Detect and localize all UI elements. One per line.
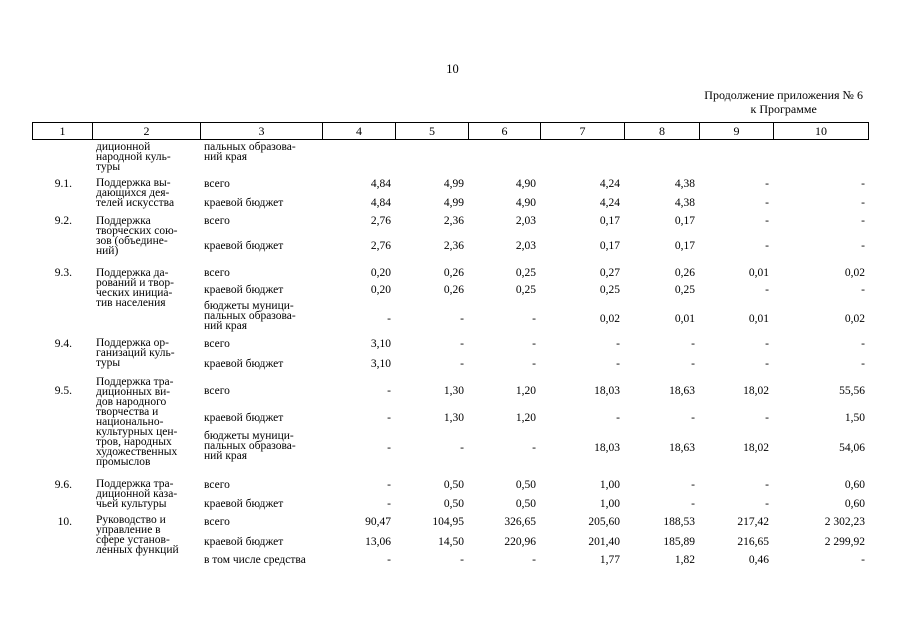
value-col-5: - bbox=[460, 358, 464, 370]
value-col-10: 2 302,23 bbox=[824, 516, 865, 528]
value-col-5: 2,36 bbox=[443, 215, 464, 227]
caption-line-2: к Программе bbox=[750, 102, 817, 116]
value-col-7: 201,40 bbox=[588, 536, 620, 548]
value-col-4: 4,84 bbox=[370, 197, 391, 209]
value-col-5: 0,26 bbox=[443, 284, 464, 296]
funding-source: всего bbox=[204, 267, 230, 279]
value-col-8: 18,63 bbox=[669, 385, 695, 397]
value-col-5: 0,50 bbox=[443, 479, 464, 491]
value-col-6: 220,96 bbox=[504, 536, 536, 548]
column-header-1: 1 bbox=[32, 123, 92, 139]
value-col-5: 0,50 bbox=[443, 498, 464, 510]
value-col-6: - bbox=[532, 554, 536, 566]
funding-source: краевой бюджет bbox=[204, 284, 284, 296]
value-col-5: 104,95 bbox=[432, 516, 464, 528]
value-col-8: - bbox=[691, 358, 695, 370]
funding-source: краевой бюджет bbox=[204, 498, 284, 510]
row-number: 9.2. bbox=[54, 215, 72, 227]
caption-line-1: Продолжение приложения № 6 bbox=[704, 88, 863, 102]
funding-source: всего bbox=[204, 338, 230, 350]
value-col-7: 4,24 bbox=[599, 178, 620, 190]
value-col-6: - bbox=[532, 313, 536, 325]
value-col-6: 326,65 bbox=[504, 516, 536, 528]
value-col-6: 1,20 bbox=[515, 412, 536, 424]
item-name: Поддержка тра- диционной каза- чьей культуры bbox=[96, 478, 178, 510]
value-col-9: - bbox=[765, 338, 769, 350]
table-header-row bbox=[32, 122, 869, 140]
row-number: 9.3. bbox=[54, 267, 72, 279]
value-col-8: 1,82 bbox=[674, 554, 695, 566]
item-name: диционной народной куль- туры bbox=[96, 141, 171, 173]
value-col-10: 54,06 bbox=[839, 442, 865, 454]
value-col-7: 1,00 bbox=[599, 498, 620, 510]
value-col-4: 2,76 bbox=[370, 215, 391, 227]
value-col-9: - bbox=[765, 412, 769, 424]
value-col-10: - bbox=[861, 554, 865, 566]
value-col-4: 2,76 bbox=[370, 240, 391, 252]
value-col-5: 14,50 bbox=[438, 536, 464, 548]
value-col-10: - bbox=[861, 240, 865, 252]
column-header-3: 3 bbox=[200, 123, 322, 139]
value-col-10: 0,02 bbox=[844, 267, 865, 279]
value-col-10: - bbox=[861, 284, 865, 296]
funding-source: краевой бюджет bbox=[204, 412, 284, 424]
value-col-6: 0,25 bbox=[515, 284, 536, 296]
value-col-5: 4,99 bbox=[443, 197, 464, 209]
value-col-9: 0,01 bbox=[748, 267, 769, 279]
value-col-7: - bbox=[616, 412, 620, 424]
value-col-4: 3,10 bbox=[370, 358, 391, 370]
value-col-9: 0,46 bbox=[748, 554, 769, 566]
value-col-8: - bbox=[691, 479, 695, 491]
value-col-4: - bbox=[387, 313, 391, 325]
value-col-7: 205,60 bbox=[588, 516, 620, 528]
value-col-9: - bbox=[765, 240, 769, 252]
item-name: Поддержка творческих сою- зов (объедине- ний) bbox=[96, 215, 178, 257]
value-col-10: - bbox=[861, 338, 865, 350]
value-col-5: - bbox=[460, 442, 464, 454]
value-col-5: - bbox=[460, 554, 464, 566]
funding-source: краевой бюджет bbox=[204, 536, 284, 548]
value-col-4: - bbox=[387, 385, 391, 397]
value-col-7: 0,25 bbox=[599, 284, 620, 296]
value-col-10: 55,56 bbox=[839, 385, 865, 397]
funding-source: всего bbox=[204, 178, 230, 190]
value-col-6: 0,25 bbox=[515, 267, 536, 279]
value-col-8: 0,17 bbox=[674, 240, 695, 252]
value-col-7: 0,27 bbox=[599, 267, 620, 279]
value-col-6: 1,20 bbox=[515, 385, 536, 397]
value-col-7: 18,03 bbox=[594, 385, 620, 397]
funding-source: краевой бюджет bbox=[204, 197, 284, 209]
value-col-7: 4,24 bbox=[599, 197, 620, 209]
value-col-5: 2,36 bbox=[443, 240, 464, 252]
value-col-9: - bbox=[765, 197, 769, 209]
value-col-8: 4,38 bbox=[674, 197, 695, 209]
value-col-4: 3,10 bbox=[370, 338, 391, 350]
value-col-4: 13,06 bbox=[365, 536, 391, 548]
value-col-8: 188,53 bbox=[663, 516, 695, 528]
page-number: 10 bbox=[446, 62, 459, 76]
value-col-4: 0,20 bbox=[370, 284, 391, 296]
value-col-5: 4,99 bbox=[443, 178, 464, 190]
value-col-8: 18,63 bbox=[669, 442, 695, 454]
column-header-7: 7 bbox=[540, 123, 624, 139]
row-number: 9.5. bbox=[54, 385, 72, 397]
column-header-6: 6 bbox=[468, 123, 540, 139]
funding-source: бюджеты муници- пальных образова- ний края bbox=[204, 300, 296, 332]
value-col-7: 1,00 bbox=[599, 479, 620, 491]
value-col-9: - bbox=[765, 284, 769, 296]
row-number: 9.1. bbox=[54, 178, 72, 190]
funding-source: бюджеты муници- пальных образова- ний края bbox=[204, 430, 296, 462]
value-col-10: 2 299,92 bbox=[824, 536, 865, 548]
budget-table bbox=[32, 122, 869, 600]
value-col-4: 4,84 bbox=[370, 178, 391, 190]
value-col-6: 0,50 bbox=[515, 479, 536, 491]
funding-source: в том числе средства bbox=[204, 554, 306, 566]
value-col-6: 4,90 bbox=[515, 197, 536, 209]
row-number: 9.4. bbox=[54, 338, 72, 350]
item-name: Поддержка вы- дающихся дея- телей искусства bbox=[96, 177, 175, 209]
value-col-7: 18,03 bbox=[594, 442, 620, 454]
value-col-4: - bbox=[387, 554, 391, 566]
column-header-2: 2 bbox=[92, 123, 200, 139]
value-col-9: - bbox=[765, 479, 769, 491]
value-col-9: 217,42 bbox=[737, 516, 769, 528]
value-col-6: - bbox=[532, 338, 536, 350]
value-col-6: 2,03 bbox=[515, 215, 536, 227]
value-col-8: - bbox=[691, 412, 695, 424]
item-name: Поддержка тра- диционных ви- дов народного творчества и национально- культурных цен- тров, народных художественных промыслов bbox=[96, 376, 178, 468]
value-col-7: - bbox=[616, 358, 620, 370]
value-col-9: 216,65 bbox=[737, 536, 769, 548]
value-col-5: 1,30 bbox=[443, 412, 464, 424]
value-col-9: 0,01 bbox=[748, 313, 769, 325]
value-col-8: 4,38 bbox=[674, 178, 695, 190]
column-header-10: 10 bbox=[773, 123, 869, 139]
value-col-4: - bbox=[387, 412, 391, 424]
value-col-6: 0,50 bbox=[515, 498, 536, 510]
value-col-5: 0,26 bbox=[443, 267, 464, 279]
column-header-9: 9 bbox=[699, 123, 773, 139]
value-col-8: - bbox=[691, 498, 695, 510]
value-col-9: 18,02 bbox=[743, 442, 769, 454]
value-col-8: 185,89 bbox=[663, 536, 695, 548]
value-col-9: - bbox=[765, 358, 769, 370]
appendix-caption bbox=[704, 88, 863, 116]
value-col-8: 0,25 bbox=[674, 284, 695, 296]
column-header-4: 4 bbox=[322, 123, 395, 139]
value-col-4: 90,47 bbox=[365, 516, 391, 528]
table-body bbox=[32, 140, 869, 600]
value-col-7: - bbox=[616, 338, 620, 350]
value-col-7: 0,17 bbox=[599, 215, 620, 227]
value-col-8: 0,01 bbox=[674, 313, 695, 325]
item-name: Руководство и управление в сфере установ- ленных функций bbox=[96, 514, 179, 556]
value-col-6: - bbox=[532, 358, 536, 370]
funding-source: краевой бюджет bbox=[204, 240, 284, 252]
value-col-4: 0,20 bbox=[370, 267, 391, 279]
value-col-9: - bbox=[765, 498, 769, 510]
value-col-8: - bbox=[691, 338, 695, 350]
item-name: Поддержка да- рований и твор- ческих инициа- тив населения bbox=[96, 267, 174, 309]
value-col-10: 0,60 bbox=[844, 498, 865, 510]
value-col-6: 4,90 bbox=[515, 178, 536, 190]
value-col-8: 0,26 bbox=[674, 267, 695, 279]
value-col-8: 0,17 bbox=[674, 215, 695, 227]
value-col-7: 1,77 bbox=[599, 554, 620, 566]
value-col-6: - bbox=[532, 442, 536, 454]
funding-source: пальных образова- ний края bbox=[204, 141, 296, 163]
value-col-10: - bbox=[861, 358, 865, 370]
row-number: 9.6. bbox=[54, 479, 72, 491]
value-col-7: 0,02 bbox=[599, 313, 620, 325]
value-col-7: 0,17 bbox=[599, 240, 620, 252]
value-col-10: 0,60 bbox=[844, 479, 865, 491]
value-col-5: - bbox=[460, 338, 464, 350]
value-col-10: 0,02 bbox=[844, 313, 865, 325]
value-col-5: - bbox=[460, 313, 464, 325]
value-col-9: - bbox=[765, 215, 769, 227]
value-col-9: 18,02 bbox=[743, 385, 769, 397]
value-col-10: 1,50 bbox=[844, 412, 865, 424]
value-col-9: - bbox=[765, 178, 769, 190]
funding-source: всего bbox=[204, 479, 230, 491]
value-col-4: - bbox=[387, 442, 391, 454]
value-col-10: - bbox=[861, 197, 865, 209]
value-col-6: 2,03 bbox=[515, 240, 536, 252]
value-col-5: 1,30 bbox=[443, 385, 464, 397]
funding-source: всего bbox=[204, 215, 230, 227]
funding-source: всего bbox=[204, 385, 230, 397]
column-header-8: 8 bbox=[624, 123, 699, 139]
value-col-10: - bbox=[861, 178, 865, 190]
funding-source: всего bbox=[204, 516, 230, 528]
funding-source: краевой бюджет bbox=[204, 358, 284, 370]
value-col-4: - bbox=[387, 479, 391, 491]
item-name: Поддержка ор- ганизаций куль- туры bbox=[96, 337, 175, 369]
value-col-4: - bbox=[387, 498, 391, 510]
value-col-10: - bbox=[861, 215, 865, 227]
row-number: 10. bbox=[57, 516, 72, 528]
column-header-5: 5 bbox=[395, 123, 468, 139]
